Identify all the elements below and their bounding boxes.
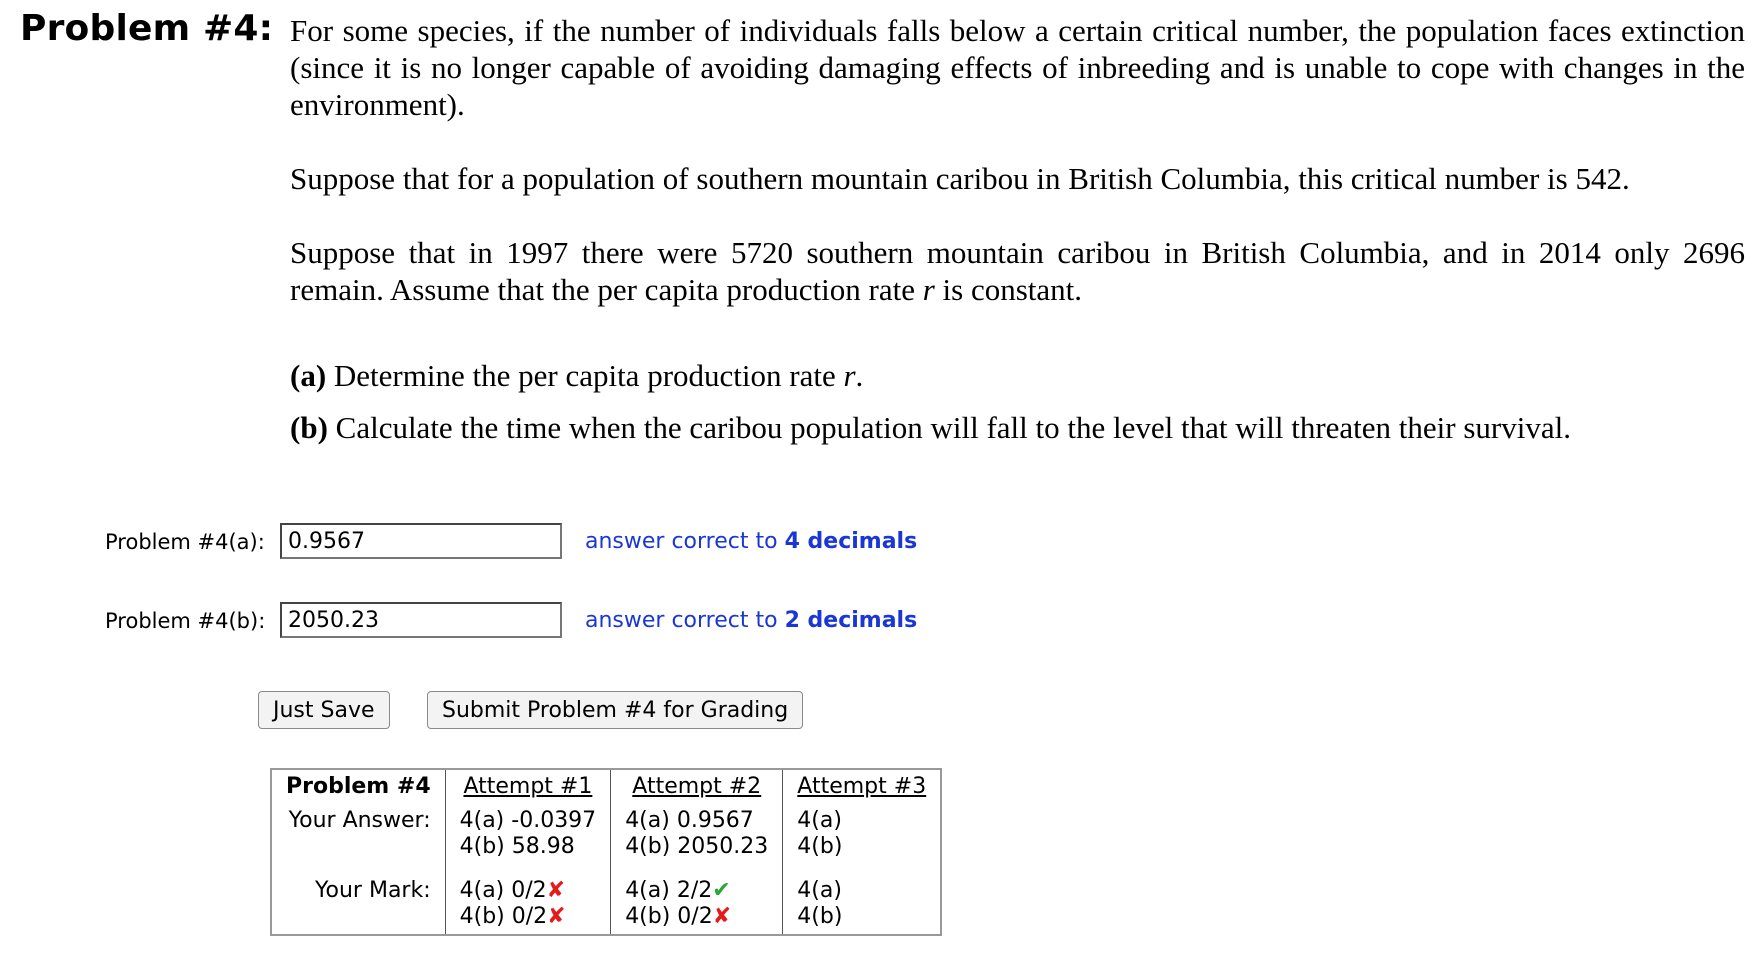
answer-b-hint-decimals: 2 decimals [784, 608, 918, 633]
attempt-2-marks [611, 864, 783, 935]
attempt-2-mark-b [625, 904, 768, 930]
correct-icon: ✔ [712, 878, 731, 903]
part-b-text: Calculate the time when the caribou population will fall to the level that will threaten their survival. [327, 410, 1571, 445]
attempt-3-mark-a [797, 878, 926, 904]
attempt-1-header[interactable]: Attempt #1 [445, 769, 611, 804]
answer-a-hint-decimals: 4 decimals [784, 529, 918, 554]
population-data-text: Suppose that in 1997 there were 5720 southern mountain caribou in British Columbia, and in 2014 only 2696 remain. Assume that the per capita production rate [290, 235, 1745, 307]
attempt-1-marks [445, 864, 611, 935]
attempts-header-row [271, 769, 941, 804]
attempt-3-mark-b [797, 904, 926, 930]
your-mark-label: Your Mark: [315, 878, 431, 903]
part-a-variable: r [843, 358, 856, 393]
just-save-button[interactable]: Just Save [258, 691, 390, 729]
attempt-3-marks [783, 864, 941, 935]
wrong-icon: ✘ [712, 904, 732, 929]
population-data-paragraph [290, 234, 1745, 308]
attempt-3-mark-b-text: 4(b) [797, 904, 843, 929]
variable-r: r [922, 272, 935, 307]
attempt-1-answer-a: 4(a) -0.0397 [459, 808, 597, 833]
submit-for-grading-button[interactable]: Submit Problem #4 for Grading [427, 691, 803, 729]
your-answer-row [271, 804, 941, 864]
population-data-end: is constant. [934, 272, 1083, 307]
attempt-2-mark-b-text: 4(b) 0/2 [625, 904, 713, 929]
answer-b-hint [585, 608, 917, 633]
answer-a-label: Problem #4(a): [105, 530, 265, 554]
attempt-3-answers [783, 804, 941, 864]
attempt-1-mark-a-text: 4(a) 0/2 [459, 878, 547, 903]
part-a-label: (a) [290, 358, 327, 393]
problem-intro-paragraph: For some species, if the number of individuals falls below a certain critical number, the population faces extinction (since it is no longer capable of avoiding damaging effects of inbreeding and is unable to cope with changes in the environment). [290, 13, 1745, 122]
attempt-3-answer-b: 4(b) [797, 834, 843, 859]
part-b-question [290, 409, 1571, 446]
wrong-icon: ✘ [546, 878, 566, 903]
problem-title: Problem #4: [20, 8, 274, 49]
attempt-3-answer-a: 4(a) [797, 808, 842, 833]
attempt-3-mark-a-text: 4(a) [797, 878, 842, 903]
attempt-1-mark-b [460, 904, 597, 930]
answer-b-hint-prefix: answer correct to [585, 608, 785, 633]
attempt-2-answer-a: 4(a) 0.9567 [625, 808, 754, 833]
your-answer-label: Your Answer: [288, 808, 431, 833]
answer-a-hint [585, 529, 917, 554]
wrong-icon: ✘ [547, 904, 566, 929]
part-a-end: . [855, 358, 864, 393]
part-b-label: (b) [290, 410, 328, 445]
your-mark-row [271, 864, 941, 935]
part-a-text: Determine the per capita production rate [326, 358, 844, 393]
attempts-table [270, 768, 942, 936]
table-problem-header: Problem #4 [286, 774, 431, 799]
attempt-2-mark-a [625, 878, 768, 904]
part-a-question [290, 357, 863, 394]
answer-b-label: Problem #4(b): [105, 609, 266, 633]
attempt-3-header[interactable]: Attempt #3 [783, 769, 941, 804]
answer-a-hint-prefix: answer correct to [585, 529, 785, 554]
answer-b-input[interactable] [280, 602, 562, 638]
attempt-1-mark-a [460, 878, 597, 904]
attempt-1-answers [445, 804, 611, 864]
attempt-2-mark-a-text: 4(a) 2/2 [625, 878, 713, 903]
critical-number-paragraph: Suppose that for a population of southern mountain caribou in British Columbia, this critical number is 542. [290, 161, 1630, 196]
attempt-1-mark-b-text: 4(b) 0/2 [459, 904, 548, 929]
attempt-1-answer-b: 4(b) 58.98 [459, 834, 575, 859]
answer-a-input[interactable] [280, 523, 562, 559]
attempt-2-answers [611, 804, 783, 864]
attempt-2-header[interactable]: Attempt #2 [611, 769, 783, 804]
attempt-2-answer-b: 4(b) 2050.23 [625, 834, 769, 859]
